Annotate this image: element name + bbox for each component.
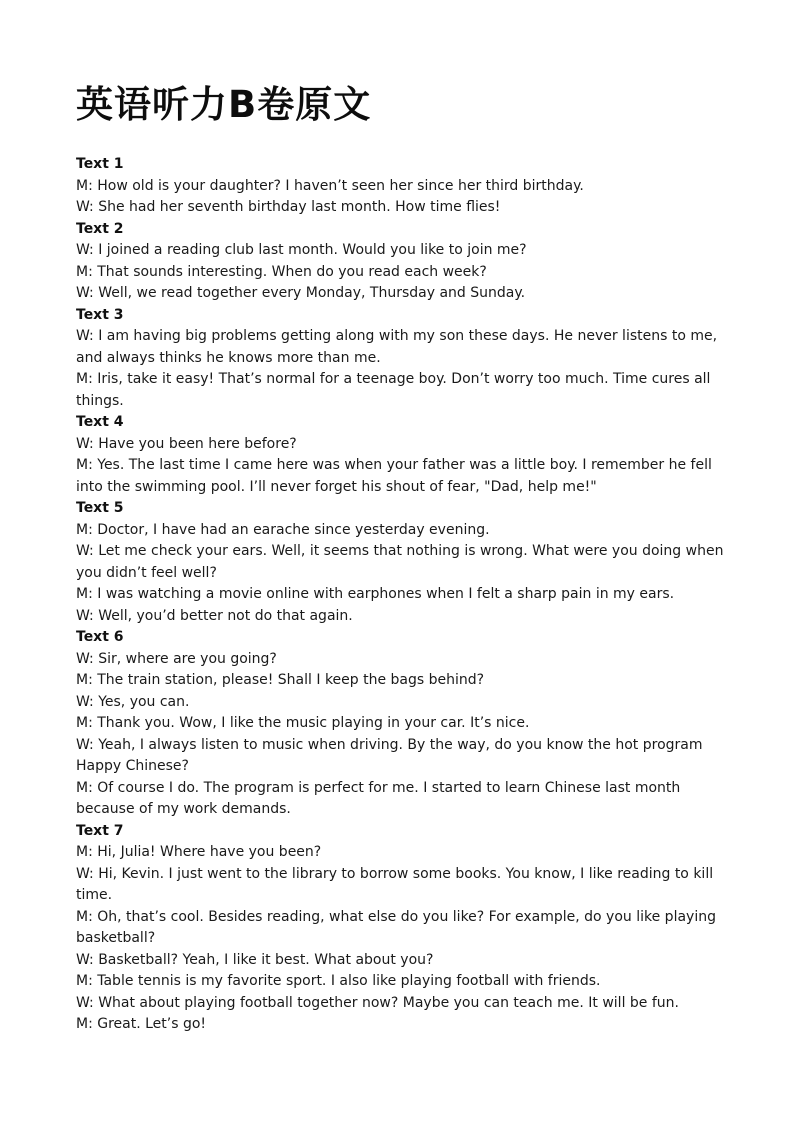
dialogue-line: Happy Chinese? bbox=[76, 758, 189, 774]
dialogue-line: W: What about playing football together now? Maybe you can teach me. It will be fun. bbox=[76, 994, 679, 1011]
dialogue-line: time. bbox=[76, 887, 113, 903]
dialogue-line: W: Hi, Kevin. I just went to the library to borrow some books. You know, I like reading to kill bbox=[76, 865, 714, 882]
dialogue-line: basketball? bbox=[76, 930, 156, 946]
transcript-body bbox=[76, 154, 726, 1036]
section-heading: Text 1 bbox=[76, 156, 124, 172]
dialogue-line: M: Table tennis is my favorite sport. I also like playing football with friends. bbox=[76, 973, 601, 989]
transcript-section bbox=[76, 821, 726, 1036]
dialogue-line: W: Well, we read together every Monday, Thursday and Sunday. bbox=[76, 285, 526, 301]
section-heading: Text 4 bbox=[76, 414, 124, 430]
dialogue-line: M: Great. Let’s go! bbox=[76, 1016, 207, 1032]
transcript-section bbox=[76, 219, 726, 305]
page-title: 英语听力B卷原文 bbox=[76, 83, 372, 126]
dialogue-line: M: Iris, take it easy! That’s normal for a teenage boy. Don’t worry too much. Time cures all bbox=[76, 371, 711, 387]
dialogue-line: W: She had her seventh birthday last month. How time flies! bbox=[76, 199, 501, 215]
dialogue-line: M: Hi, Julia! Where have you been? bbox=[76, 844, 322, 860]
dialogue-line: M: I was watching a movie online with earphones when I felt a sharp pain in my ears. bbox=[76, 586, 675, 602]
dialogue-line: W: Well, you’d better not do that again. bbox=[76, 607, 353, 624]
dialogue-line: M: That sounds interesting. When do you read each week? bbox=[76, 263, 487, 280]
section-heading: Text 7 bbox=[76, 822, 124, 839]
dialogue-line: M: Of course I do. The program is perfect for me. I started to learn Chinese last month bbox=[76, 779, 681, 796]
transcript-section bbox=[76, 498, 726, 627]
dialogue-line: W: Have you been here before? bbox=[76, 435, 297, 452]
transcript-section bbox=[76, 154, 726, 219]
transcript-section bbox=[76, 412, 726, 498]
dialogue-line: M: Yes. The last time I came here was when your father was a little boy. I remember he fell bbox=[76, 457, 712, 473]
transcript-section bbox=[76, 305, 726, 413]
dialogue-line: M: Thank you. Wow, I like the music playing in your car. It’s nice. bbox=[76, 715, 530, 731]
transcript-section bbox=[76, 627, 726, 821]
section-heading: Text 5 bbox=[76, 500, 124, 516]
dialogue-line: W: I joined a reading club last month. Would you like to join me? bbox=[76, 242, 527, 258]
dialogue-line: things. bbox=[76, 392, 124, 409]
section-heading: Text 3 bbox=[76, 306, 124, 323]
dialogue-line: W: Let me check your ears. Well, it seems that nothing is wrong. What were you doing when bbox=[76, 543, 724, 559]
dialogue-line: into the swimming pool. I’ll never forget his shout of fear, "Dad, help me!" bbox=[76, 478, 597, 495]
dialogue-line: W: Yes, you can. bbox=[76, 693, 190, 710]
dialogue-line: W: Sir, where are you going? bbox=[76, 650, 277, 667]
dialogue-line: because of my work demands. bbox=[76, 801, 291, 817]
dialogue-line: M: How old is your daughter? I haven’t seen her since her third birthday. bbox=[76, 177, 584, 194]
section-heading: Text 2 bbox=[76, 220, 124, 237]
dialogue-line: you didn’t feel well? bbox=[76, 564, 217, 581]
dialogue-line: W: I am having big problems getting along with my son these days. He never listens to me, bbox=[76, 328, 718, 344]
dialogue-line: M: The train station, please! Shall I keep the bags behind? bbox=[76, 672, 485, 688]
section-heading: Text 6 bbox=[76, 629, 124, 645]
dialogue-line: M: Oh, that’s cool. Besides reading, what else do you like? For example, do you like playing bbox=[76, 908, 716, 925]
dialogue-line: W: Yeah, I always listen to music when driving. By the way, do you know the hot program bbox=[76, 736, 703, 753]
dialogue-line: and always thinks he knows more than me. bbox=[76, 349, 381, 366]
dialogue-line: W: Basketball? Yeah, I like it best. What about you? bbox=[76, 951, 434, 968]
dialogue-line: M: Doctor, I have had an earache since yesterday evening. bbox=[76, 521, 490, 538]
